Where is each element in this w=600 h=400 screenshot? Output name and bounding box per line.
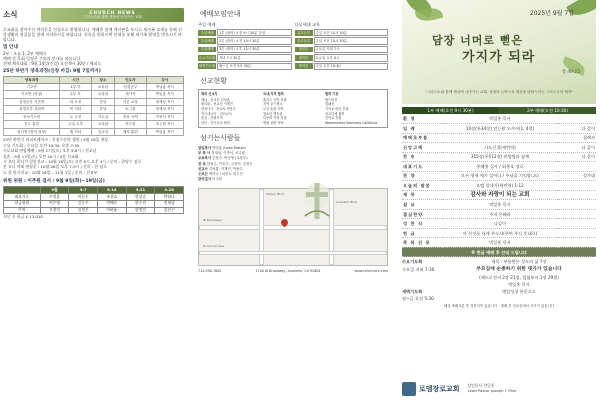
table-row bbox=[4, 128, 184, 136]
verse-reference: 창 49:22 bbox=[561, 70, 580, 75]
cell: 김찬수 bbox=[155, 207, 184, 214]
location-map[interactable] bbox=[198, 188, 388, 266]
cell: 박하나 bbox=[155, 194, 184, 201]
cell: 월 저녁 bbox=[60, 128, 91, 136]
order-of-service-panel bbox=[398, 0, 600, 400]
dawn-time: 월~금 오전 5:30 bbox=[402, 296, 434, 302]
server-names: 한영수, 이동우, 고경덕, 김정은 bbox=[206, 161, 253, 166]
schedule-tag: 새벽기도회 bbox=[198, 64, 216, 69]
list-item: 청소년 멘토링 bbox=[263, 111, 283, 116]
col-header: 9.14 bbox=[98, 187, 127, 194]
cell: 정재성 목사 bbox=[146, 98, 183, 106]
schedule-item bbox=[295, 46, 389, 53]
schedule-item bbox=[198, 29, 292, 36]
sunday-services bbox=[198, 22, 292, 71]
table-row bbox=[4, 200, 184, 207]
schedule-item bbox=[295, 54, 389, 61]
list-item: 다문화 가정 지원 bbox=[263, 116, 287, 121]
server-names: 박일홍 (Lead Pastor) bbox=[212, 146, 246, 151]
list-item: 월드비전 bbox=[325, 97, 338, 102]
step-label: 환 영 bbox=[402, 114, 442, 124]
server-role: 교육목사 bbox=[198, 156, 212, 161]
cell: 이하윤 bbox=[98, 207, 127, 214]
list-item: Westminster Seminary California bbox=[325, 120, 378, 125]
server-role: 관리집사 bbox=[198, 176, 212, 181]
list-item bbox=[198, 177, 388, 182]
news-item: 시 오디 하나가 밀알선교 : 10월 18일(토) 오전 9시-오후 4시 / 문의 : 한영수 장로 bbox=[3, 158, 142, 164]
table-row bbox=[4, 121, 184, 129]
ministry-column bbox=[263, 92, 323, 125]
step-label: 설 교 bbox=[402, 200, 442, 210]
news-item: 수요 기도회 : 수요일 오전 10:30, 오후 7:30 bbox=[3, 142, 80, 148]
ministry-list bbox=[198, 89, 388, 128]
servers-list bbox=[198, 146, 388, 182]
ministry-column bbox=[325, 92, 385, 125]
col-header: 시간 bbox=[60, 77, 91, 83]
server-role: 선교사 bbox=[198, 166, 208, 171]
step-detail bbox=[442, 133, 558, 143]
step-leader bbox=[558, 228, 596, 238]
cell: 정재성 bbox=[155, 200, 184, 207]
step-label: 결심찬양 bbox=[402, 209, 442, 219]
step-leader: 다 같이 bbox=[558, 152, 596, 162]
news-item: 결혼 : 9월 13일(토) 오전 10시 / 4분 선교회 bbox=[3, 153, 79, 159]
worship-guide-title: 예배모임안내 bbox=[200, 10, 241, 18]
cell: 김정은 bbox=[69, 207, 98, 214]
schedule-tag: 주일예배 bbox=[198, 38, 216, 44]
cell: 기초반 (신앙) bbox=[4, 91, 60, 99]
col-header: 9.28 bbox=[155, 187, 184, 194]
wednesday-service bbox=[402, 275, 596, 280]
sermon-hero bbox=[402, 0, 596, 104]
bulletin-date: 2025년 9월 7일 bbox=[529, 10, 574, 17]
cell: 교육관 bbox=[91, 83, 114, 91]
schedule-tag: 대학부 bbox=[295, 55, 313, 61]
server-names: 정재성, 이종석, 조주원 bbox=[211, 151, 246, 156]
cell: 전도 훈련 bbox=[4, 121, 60, 129]
server-names: 이주원 bbox=[212, 176, 223, 181]
dawn-title: 새벽기도회 bbox=[402, 289, 423, 295]
step-label: 오늘의 말씀 bbox=[402, 181, 442, 191]
cell: 성경공부 기본반 bbox=[4, 98, 60, 106]
sermon-title-line2: 가지가 되라 bbox=[462, 50, 536, 65]
cell: 교육관 bbox=[91, 91, 114, 99]
worship-step bbox=[402, 124, 596, 134]
cell: 친교실 bbox=[91, 128, 114, 136]
list-item: 병원 심방 사역 bbox=[263, 120, 284, 125]
news-item: 25년 하반기 커피브레이크 : 신청수준의 셀편 / 9월 18일 개강 bbox=[3, 137, 109, 143]
cell: 소그룹 bbox=[115, 106, 146, 114]
cell: 주차 bbox=[4, 207, 41, 214]
cell: 본당 bbox=[91, 98, 114, 106]
cell: 새가족 bbox=[115, 91, 146, 99]
schedule-tag: 수요기도회 bbox=[198, 55, 216, 60]
worship-step bbox=[402, 219, 596, 229]
cell: 대표기도 bbox=[4, 194, 41, 201]
cell: 조주원 목사 bbox=[146, 121, 183, 129]
col-header bbox=[4, 187, 41, 194]
schedule-text: 토요일 오후 4시 bbox=[314, 54, 389, 61]
col-header: 강사 bbox=[146, 77, 183, 83]
schedule-text: 주일 오전 10시 30분 bbox=[314, 29, 389, 36]
ministry-title: 선교현황 bbox=[200, 77, 228, 86]
step-leader bbox=[558, 114, 596, 124]
cell: 성경공부 심화반 bbox=[4, 106, 60, 114]
ministry-column-head: 협력 기관 bbox=[325, 91, 339, 96]
server-names: 김성훈, 이재민, 박용수 bbox=[208, 166, 243, 171]
cell: 성서반 (영적 성장) bbox=[4, 128, 60, 136]
wednesday-service bbox=[402, 267, 596, 273]
schedule-text: 주일 오전 10시 30분 bbox=[314, 37, 389, 44]
worship-step bbox=[402, 143, 596, 153]
cell: 화 오전 bbox=[60, 98, 91, 106]
step-detail: 315장(통512장) 관방팀과 함께 bbox=[442, 152, 558, 162]
website-link[interactable]: www.rohchurch.com bbox=[354, 268, 388, 273]
schedule-item bbox=[198, 63, 292, 70]
cell: 교육관 bbox=[91, 121, 114, 129]
wednesday-scripture: (베드로전서 2장 21절, 빌립보서 1장 29절) bbox=[479, 274, 559, 280]
schedule-text: 1부 (영어) 오전 9시 30분 본당 bbox=[217, 29, 292, 36]
table-row bbox=[4, 207, 184, 214]
schedule-text: 주일 오전 10:30 bbox=[314, 63, 389, 70]
list-item: 기독교 방송 후원 bbox=[325, 106, 349, 111]
step-label: 대표기도 bbox=[402, 162, 442, 172]
cell: 이동우 bbox=[69, 194, 98, 201]
notice-line: 2부 : 오늘 1, 2부 예배시 bbox=[3, 50, 47, 56]
worship-step bbox=[402, 238, 596, 248]
worship-step bbox=[402, 209, 596, 219]
cell: 토 오전 bbox=[60, 113, 91, 121]
map-label: W Broadway bbox=[203, 217, 222, 222]
service-schedule bbox=[198, 22, 388, 71]
phone-number[interactable]: 714-956-7600 bbox=[198, 268, 222, 273]
courses-table bbox=[3, 76, 184, 136]
ministry-column-head: 해외 선교지 bbox=[201, 91, 218, 96]
news-item: 분 오디 야외 연합운 : 10월 26일 오후 7-9시 / 문의 : 한 장로 bbox=[3, 164, 107, 170]
schedule-tag: 청년부 bbox=[295, 47, 313, 53]
wednesday-time: 수요일 저녁 7:30 bbox=[402, 266, 435, 272]
notice-band bbox=[402, 247, 596, 257]
schedule-text: 금요일 저녁 7시 bbox=[314, 46, 389, 53]
step-detail: 주의 은혜라 bbox=[442, 209, 558, 219]
worship-step bbox=[402, 133, 596, 143]
schedule-header: 다음세대 교육 bbox=[294, 21, 321, 27]
sermon-title-line1: 담장 너머로 뻗은 bbox=[432, 34, 524, 47]
news-header bbox=[3, 4, 184, 26]
schedule-tag: 유초등부 bbox=[295, 30, 313, 36]
cell: 조진효 bbox=[98, 194, 127, 201]
news-item: 드 종 단기선교 : 10월 26일 – 11월 1일 / 문의 : 선교부 bbox=[3, 169, 98, 175]
cell: 중보기도반 bbox=[4, 113, 60, 121]
church-news-panel bbox=[0, 0, 188, 400]
step-label: 신앙고백 bbox=[402, 143, 442, 153]
schedule-tag: 주일예배 bbox=[198, 30, 216, 36]
cell: 김동주 bbox=[69, 200, 98, 207]
schedule-item bbox=[295, 37, 389, 44]
schedule-tag: 영아부 bbox=[295, 63, 313, 69]
schedule-tag: 주일예배 bbox=[198, 47, 216, 53]
worship-step bbox=[402, 114, 596, 124]
worship-step bbox=[402, 190, 596, 200]
step-detail: 이 선지를 내게 주소서(주여 주신 뜻대로) bbox=[442, 228, 558, 238]
step-detail: 박일홍 목사 bbox=[442, 238, 558, 248]
cell: 헌금위원 bbox=[4, 200, 41, 207]
ministry-column bbox=[201, 92, 261, 125]
server-role: 장 로 bbox=[198, 161, 206, 166]
church-vision: "그리스도와 함께 세상에 나아가는 교회, 성령의 능력으로 세상을 변화시키는 그리스도의 제자" bbox=[425, 90, 573, 94]
cell: 이은영 bbox=[40, 200, 69, 207]
step-leader: 다 같이 bbox=[558, 143, 596, 153]
cell: 이종석 목사 bbox=[146, 113, 183, 121]
cell: 박일홍 목사 bbox=[146, 91, 183, 99]
list-item: 홈리스 사역 지원 bbox=[263, 97, 287, 102]
step-detail: 박일홍 목사 bbox=[442, 200, 558, 210]
service-roster-table bbox=[3, 186, 184, 214]
col-header: 9.7 bbox=[69, 187, 98, 194]
step-label: 입 례 bbox=[402, 124, 442, 134]
table-row bbox=[4, 98, 184, 106]
church-address: 1700 W Broadway, Anaheim, CA 92804 bbox=[255, 268, 321, 273]
dawn-service bbox=[402, 296, 596, 301]
list-item: 케냐 - 선교사 김성훈 bbox=[201, 97, 230, 102]
server-names: 박하나 / 피아노 한수진 bbox=[208, 171, 243, 176]
step-leader: 성가대 bbox=[558, 171, 596, 181]
step-detail: 사도신경(새번역) bbox=[442, 143, 558, 153]
cell: 주일 오후 bbox=[60, 121, 91, 129]
list-item: 인도네시아 - 김선교사 bbox=[201, 111, 232, 116]
cell: 기초반 bbox=[4, 83, 60, 91]
step-leader bbox=[558, 238, 596, 248]
cell: 기도실 bbox=[91, 113, 114, 121]
wednesday-speaker: 박일홍 목사 bbox=[508, 281, 530, 287]
step-leader bbox=[558, 190, 596, 200]
wednesday-theme: 제목 : 부름받은 성도의 삶 7장 bbox=[491, 259, 547, 265]
notice-band-text: ※ 헌금 예배 후 안내 드립니다 bbox=[402, 247, 596, 257]
step-detail: 10장(통34장) 전능왕 오셔서(1, 4절) bbox=[442, 124, 558, 134]
col-header: 9.21 bbox=[126, 187, 155, 194]
cell: 성경공부 bbox=[115, 83, 146, 91]
notice-line: 예배 및 목회 일정은 주보의 안내를 따릅니다 bbox=[3, 55, 81, 61]
table-row bbox=[4, 106, 184, 114]
cross-icon bbox=[300, 180, 334, 222]
news-banner bbox=[41, 8, 184, 22]
service-tabs bbox=[402, 107, 596, 114]
pastor-name-en: Lead Pastor Joseph I. Park bbox=[467, 388, 517, 393]
table-row bbox=[4, 91, 184, 99]
list-item: 신학교 후원 bbox=[325, 116, 342, 121]
cell: 본당 bbox=[91, 106, 114, 114]
step-detail: 홍혜정 집사 / 최봉호 장로 bbox=[442, 162, 558, 172]
col-header: 양육과정 bbox=[4, 77, 60, 83]
schedule-text: 3부 (영어) 오후 12시 30분 bbox=[217, 46, 292, 53]
banner-subtitle: 그리스도와 함께 세상에 나아가는 교회 bbox=[83, 15, 142, 20]
cell: 박일홍 목사 bbox=[146, 128, 183, 136]
col-header: 장소 bbox=[91, 77, 114, 83]
cell: 한상준 bbox=[126, 194, 155, 201]
map-road bbox=[199, 225, 387, 230]
wednesday-message: 부르심에 순종하기 위한 댓가가 있습니다 bbox=[476, 266, 562, 272]
server-role: 오르간 bbox=[198, 171, 208, 176]
cell: 1부 후 bbox=[60, 83, 91, 91]
map-road bbox=[199, 251, 387, 255]
step-leader bbox=[558, 162, 596, 172]
list-item: 몽골 - 후원사역 bbox=[201, 116, 223, 121]
step-label: 성 찬 식 bbox=[402, 219, 442, 229]
footnote: 해설 예배 5분 후 성찬식이 있습니다 · 예배 후 친교실에서 식사가 있습니다 bbox=[443, 303, 555, 308]
worship-info-panel bbox=[194, 0, 392, 400]
step-label: 예배로부름 bbox=[402, 133, 442, 143]
cell: 한정민 bbox=[126, 207, 155, 214]
cell: 박일홍 목사 bbox=[146, 83, 183, 91]
step-detail: 다같이 bbox=[442, 219, 558, 229]
col-header: 인도자 bbox=[115, 77, 146, 83]
step-leader: 집례자 bbox=[558, 133, 596, 143]
banner-title: CHURCH NEWS bbox=[89, 10, 136, 15]
dawn-service bbox=[402, 289, 596, 294]
step-label: 제 목 bbox=[402, 190, 442, 200]
church-logo-icon bbox=[402, 382, 416, 396]
list-item: 남미 - 단기선교 협력 bbox=[201, 120, 230, 125]
order-of-worship bbox=[402, 114, 596, 257]
wednesday-service bbox=[402, 282, 596, 287]
list-item: 노인 돌봄 사역 bbox=[263, 106, 284, 111]
pastor-info bbox=[468, 384, 517, 394]
table-row bbox=[4, 194, 184, 201]
news-item: 서로교회 연합예배 : 9월 27일(토) 오후 5-8시 / 친교실 bbox=[3, 148, 97, 154]
cell: 목 저녁 bbox=[60, 106, 91, 114]
list-item: 캄보디아 - 선교사 박용수 bbox=[201, 106, 236, 111]
table-row bbox=[4, 83, 184, 91]
map-label: W Lincoln Ave bbox=[203, 243, 224, 248]
step-leader bbox=[558, 209, 596, 219]
schedule-item bbox=[198, 54, 292, 61]
map-label: Anaheim Blvd bbox=[336, 199, 357, 204]
ministry-column-head: 국내/지역 협력 bbox=[263, 91, 284, 96]
dawn-description: 매일성경 본문으로 bbox=[502, 289, 536, 295]
tab-first-service[interactable]: 1부 예배(오전 9시 30분) bbox=[402, 107, 499, 114]
step-detail: 요엘 창세기(새번역) 1:12 bbox=[442, 181, 558, 191]
education-services bbox=[295, 22, 389, 71]
step-detail: 모든 형제 예가 일어나 / 주님을 기억합니다 bbox=[442, 171, 558, 181]
list-item: 지역 푸드뱅크 bbox=[263, 102, 283, 107]
cell: 기본 교육 bbox=[115, 98, 146, 106]
welcome-paragraph: 로교회를 찾아주신 여러분을 진심으로 환영합니다. 예배후 함께 게시판을 보시고 새가족 교재를 통해 신앙생활의 첫걸음을 함께 시작하시길 바랍니다. 등록을 원하시면 안내를 통해 새가족 환영을 받으시기 바랍니다. bbox=[3, 27, 182, 42]
schedule-item bbox=[295, 63, 389, 70]
wednesday-service bbox=[402, 259, 596, 264]
step-detail: 박일홍 목사 bbox=[442, 114, 558, 124]
schedule-item bbox=[295, 29, 389, 36]
contact-bar bbox=[198, 269, 388, 273]
list-item: 선교단체 협력 bbox=[325, 111, 345, 116]
list-item: 필리핀 - 선교사 이재민 bbox=[201, 102, 233, 107]
schedule-item bbox=[198, 46, 292, 53]
servers-title: 섬기는사람들 bbox=[200, 134, 241, 143]
step-label: 헌 금 bbox=[402, 228, 442, 238]
cell: 한수진 bbox=[126, 200, 155, 207]
server-names: 김찬수, 박준영 (교육부) bbox=[212, 156, 248, 161]
cell: 박해은 bbox=[98, 200, 127, 207]
schedule-header: 주일 예배 bbox=[198, 21, 216, 27]
cell: 제자 훈련 bbox=[115, 128, 146, 136]
worship-notice-heading: 법 안내 bbox=[3, 45, 18, 50]
worship-step bbox=[402, 171, 596, 181]
step-leader bbox=[558, 219, 596, 229]
cell: 주정훈 bbox=[40, 194, 69, 201]
step-label: 축 복 선 포 bbox=[402, 238, 442, 248]
notice-line: 전체 체육대회 : 9월 14일(주일) 오전 9시 30분 / 체피드 bbox=[3, 60, 102, 66]
step-leader: 다 같이 bbox=[558, 124, 596, 134]
step-leader bbox=[558, 181, 596, 191]
cell: 전도팀 bbox=[115, 121, 146, 129]
map-label: Harbor Blvd bbox=[266, 191, 284, 196]
courses-heading: 25년 하반기 양육과정(신청 마감: 9월 7일까지) bbox=[3, 68, 101, 74]
worship-step bbox=[402, 200, 596, 210]
schedule-item bbox=[198, 37, 292, 44]
pastor-name-ko: 담임목사 박일홍 bbox=[467, 383, 495, 389]
worship-step bbox=[402, 162, 596, 172]
col-header: 9월 bbox=[40, 187, 69, 194]
cell: 중보 사역 bbox=[115, 113, 146, 121]
tab-second-service[interactable]: 2부 예배(오전 10:30) bbox=[499, 107, 596, 114]
schedule-text: 저녁 7시 30분 bbox=[217, 54, 292, 61]
worship-step bbox=[402, 152, 596, 162]
step-label: 찬 송 bbox=[402, 152, 442, 162]
wednesday-title: 수요기도회 bbox=[402, 259, 423, 265]
church-footer bbox=[402, 382, 596, 396]
step-leader bbox=[558, 200, 596, 210]
worship-step bbox=[402, 181, 596, 191]
offering-total: 지난 주 헌금 $ 13,010 bbox=[3, 213, 43, 219]
cell: 2부 후 bbox=[60, 91, 91, 99]
news-title: 소식 bbox=[3, 10, 18, 20]
step-label: 찬 양 bbox=[402, 171, 442, 181]
schedule-tag: 중고등부 bbox=[295, 38, 313, 44]
roster-heading: 위원 위원 : 이주원 집사 / 9월 9일(화)~19일(금) bbox=[3, 178, 105, 184]
table-row bbox=[4, 113, 184, 121]
worship-step bbox=[402, 228, 596, 238]
server-role: 담임목사 bbox=[198, 146, 212, 151]
schedule-text: 월~금 오전 5시 30분 bbox=[217, 63, 292, 70]
list-item: 컴패션 bbox=[325, 102, 335, 107]
schedule-text: 2부 (한어) 오전 10시 30분 bbox=[217, 37, 292, 44]
server-role: 부 목 사 bbox=[198, 151, 211, 156]
cell: 정재성 목사 bbox=[146, 106, 183, 114]
cell: 고경덕 bbox=[40, 207, 69, 214]
sermon-title: 감사와 자랑이 되는 교회 bbox=[442, 190, 558, 200]
church-name: 로뎀장로교회 bbox=[419, 384, 460, 393]
